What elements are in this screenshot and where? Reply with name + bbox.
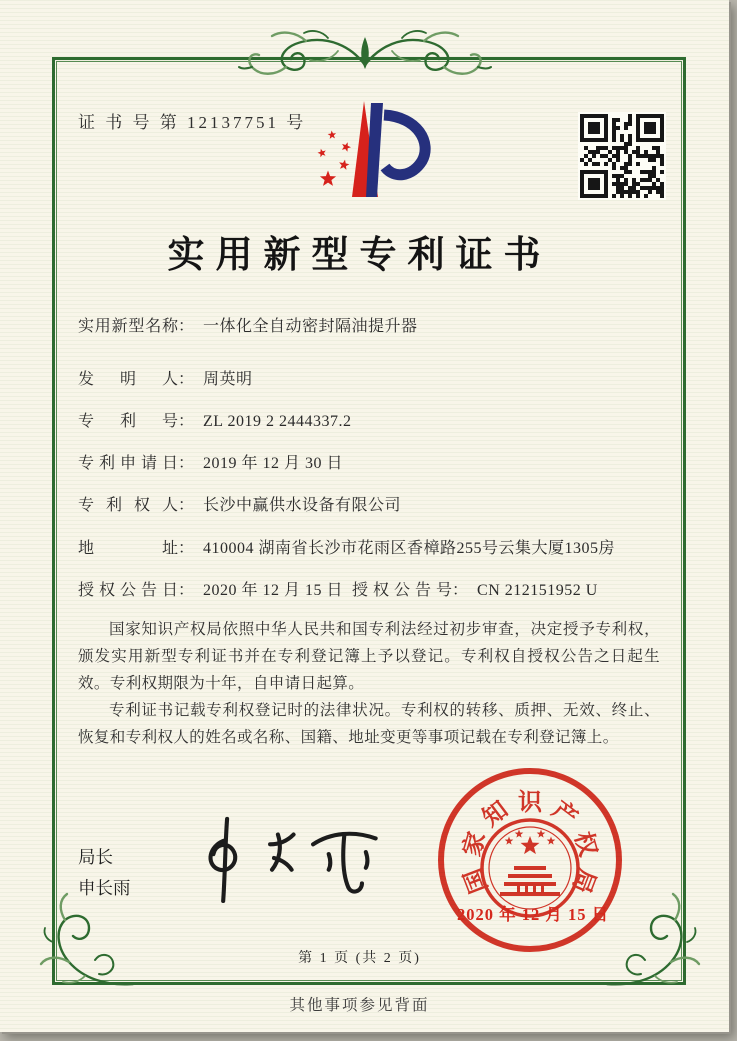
colon: ： [178,455,195,472]
svg-text:识: 识 [518,790,542,816]
svg-text:权: 权 [568,829,601,860]
certificate-number: 证 书 号 第 12137751 号 [78,113,307,132]
colon: ： [178,371,195,388]
signature-icon [188,810,403,905]
field-label: 地址 [78,540,178,557]
field-label: 专利号 [78,413,178,430]
cnipa-patent-logo-icon [298,95,438,207]
grant-date-label: 授权公告日 [78,582,178,599]
official-seal-icon [428,762,632,958]
field-value: 410004 湖南省长沙市花雨区香樟路255号云集大厦1305房 [203,540,616,557]
field-row-filing-date [78,450,653,473]
legal-text-block [78,616,660,751]
bottom-left-corner-ornament [33,890,145,998]
director-block [78,842,131,904]
field-value: 2019 年 12 月 30 日 [203,455,344,472]
field-label: 实用新型名称 [78,318,178,335]
qr-code-icon [578,112,666,200]
field-row-address [78,535,653,558]
colon: ： [178,318,195,335]
field-value: 周英明 [203,371,253,388]
grant-date-value: 2020 年 12 月 15 日 [203,582,344,599]
grant-number-value: CN 212151952 U [477,582,598,599]
legal-paragraph-1: 国家知识产权局依照中华人民共和国专利法经过初步审查，决定授予专利权，颁发实用新型专利证书并在专利登记簿上予以登记。专利权自授权公告之日起生效。专利权期限为十年，自申请日起算。 [78,621,660,692]
field-label: 专利权人 [78,497,178,514]
field-label: 专利申请日 [78,455,178,472]
field-row-grant [78,577,653,600]
director-title: 局长 [78,847,113,867]
field-label: 发明人 [78,371,178,388]
grant-number-pair [352,577,598,600]
field-value: ZL 2019 2 2444337.2 [203,413,352,430]
logo-blue-bowl [384,115,425,175]
colon: ： [452,582,469,599]
colon: ： [178,413,195,430]
seal-date: 2020 年 12 月 15 日 [456,905,610,924]
director-name: 申长雨 [78,878,131,898]
page-info: 第 1 页 (共 2 页) [298,951,421,966]
logo-stars [318,131,352,186]
colon: ： [178,540,195,557]
colon: ： [178,582,195,599]
svg-text:产: 产 [546,796,582,833]
legal-paragraph-2: 专利证书记载专利权登记时的法律状况。专利权的转移、质押、无效、终止、恢复和专利权人的姓名或名称、国籍、地址变更等事项记载在专利登记簿上。 [78,702,660,746]
field-row-patentee [78,492,653,515]
back-note: 其他事项参见背面 [289,997,430,1014]
field-row-name [78,313,653,336]
field-row-patent-number [78,408,653,431]
certificate-title: 实用新型专利证书 [167,235,552,276]
svg-text:国: 国 [460,864,494,897]
svg-text:局: 局 [566,864,600,897]
svg-text:知: 知 [478,796,514,833]
svg-text:家: 家 [459,829,492,860]
grant-number-label: 授权公告号 [352,582,452,599]
field-value: 一体化全自动密封隔油提升器 [203,318,418,335]
field-value: 长沙中赢供水设备有限公司 [203,497,402,514]
colon: ： [178,497,195,514]
top-flourish-ornament [238,25,492,89]
field-row-inventor [78,366,653,389]
